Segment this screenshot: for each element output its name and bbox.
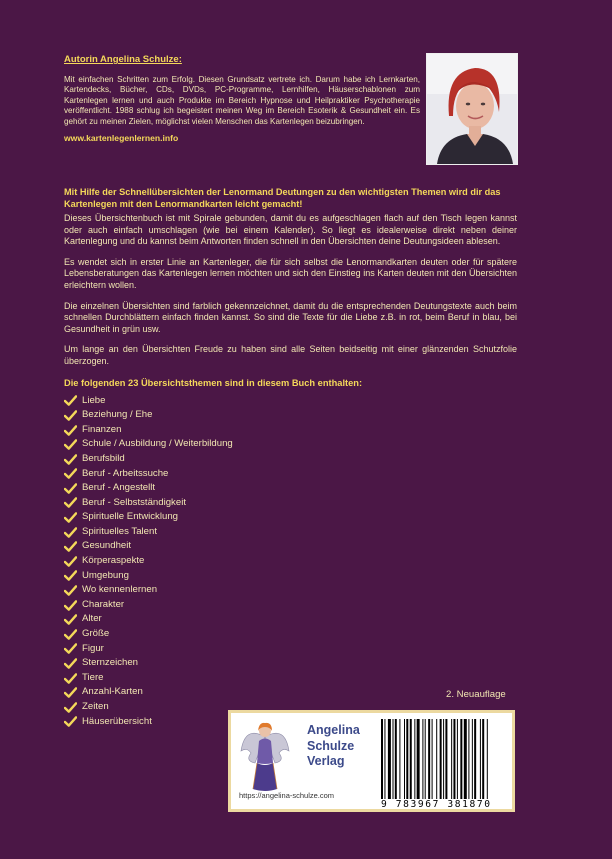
- topic-item: [64, 408, 517, 423]
- barcode-bar: [404, 719, 405, 799]
- topic-label: Liebe: [82, 394, 106, 406]
- topic-label: Alter: [82, 613, 102, 625]
- check-icon: [64, 629, 77, 640]
- barcode-bar: [428, 719, 430, 799]
- barcode-bar: [436, 719, 437, 799]
- check-icon: [64, 702, 77, 713]
- barcode-bar: [388, 719, 391, 799]
- edition-label: 2. Neuauflage: [446, 689, 506, 700]
- check-icon: [64, 439, 77, 450]
- check-icon: [64, 410, 77, 421]
- barcode-bar: [443, 719, 444, 799]
- main-heading: Mit Hilfe der Schnellübersichten der Lenormand Deutungen zu den wichtigsten Themen wird dir das Kartenlegen mit den Lenormandkarten leicht gemacht!: [64, 187, 501, 209]
- topic-item: [64, 510, 517, 525]
- check-icon: [64, 614, 77, 625]
- topic-item: [64, 627, 517, 642]
- check-icon: [64, 527, 77, 538]
- publisher-name-line1: Angelina: [307, 723, 360, 737]
- topic-label: Berufsbild: [82, 452, 125, 464]
- barcode-bar: [464, 719, 467, 799]
- check-icon: [64, 483, 77, 494]
- topic-label: Figur: [82, 642, 104, 654]
- check-icon: [64, 512, 77, 523]
- topic-label: Sternzeichen: [82, 657, 138, 669]
- check-icon: [64, 673, 77, 684]
- check-icon: [64, 556, 77, 567]
- topic-label: Beziehung / Ehe: [82, 409, 153, 421]
- topic-label: Spirituelles Talent: [82, 525, 158, 537]
- check-icon: [64, 716, 77, 727]
- isbn-barcode: [381, 719, 511, 799]
- topic-item: [64, 583, 517, 598]
- check-icon: [64, 600, 77, 611]
- main-content: [64, 187, 517, 729]
- barcode-bar: [395, 719, 397, 799]
- topic-label: Größe: [82, 628, 110, 640]
- barcode-bar: [474, 719, 476, 799]
- paragraph-audience: Es wendet sich in erster Linie an Kartenleger, die für sich selbst die Lenormandkarten deuten oder für spätere Lebensberatungen das Kartenlegen lernen möchten und sich den Einstieg ins Karten deuten mit den Übersichten erleichtern wollen.: [64, 256, 517, 290]
- topic-label: Finanzen: [82, 423, 122, 435]
- check-icon: [64, 658, 77, 669]
- topic-item: [64, 539, 517, 554]
- topic-label: Schule / Ausbildung / Weiterbildung: [82, 438, 233, 450]
- check-icon: [64, 585, 77, 596]
- topic-label: Charakter: [82, 598, 125, 610]
- barcode-bar: [393, 719, 394, 799]
- barcode-bar: [451, 719, 452, 799]
- check-icon: [64, 687, 77, 698]
- topic-label: Umgebung: [82, 569, 129, 581]
- paragraph-protection: Um lange an den Übersichten Freude zu haben sind alle Seiten beidseitig mit einer glänzenden Schutzfolie überzogen.: [64, 344, 517, 366]
- topic-label: Wo kennenlernen: [82, 584, 158, 596]
- angel-logo-icon: [239, 717, 291, 797]
- topic-label: Körperaspekte: [82, 555, 145, 567]
- topic-item: [64, 423, 517, 438]
- barcode-bar: [425, 719, 426, 799]
- barcode-bar: [460, 719, 462, 799]
- topic-item: [64, 598, 517, 613]
- barcode-bar: [384, 719, 385, 799]
- publisher-url[interactable]: https://angelina-schulze.com: [239, 791, 335, 800]
- author-bio: Mit einfachen Schritten zum Erfolg. Diesen Grundsatz vertrete ich. Darum habe ich Lernkarten, Kartendecks, Bücher, CDs, DVDs, PC-Programme, Lernhilfen, Häuserschablonen zum Kartenlegen lernen und auch Produkte im Bereich Hypnose und Heilpraktiker Psychotherapie veröffentlicht. 1988 schlug ich begeistert meinen Weg im Bereich Esoterik & Gesundheit ein. Es gehört zu meinen Zielen, möglichst vielen Menschen das Kartenlegen beizubringen.: [64, 75, 420, 126]
- topic-label: Spirituelle Entwicklung: [82, 511, 178, 523]
- topic-label: Tiere: [82, 671, 104, 683]
- topic-label: Häuserübersicht: [82, 715, 152, 727]
- topic-item: [64, 481, 517, 496]
- barcode-bar: [399, 719, 400, 799]
- barcode-bar: [417, 719, 420, 799]
- barcode-bar: [440, 719, 442, 799]
- publisher-name-line2: Schulze: [307, 738, 355, 753]
- barcode-bar: [468, 719, 469, 799]
- isbn-number: 9 783967 381870: [381, 799, 492, 810]
- check-icon: [64, 541, 77, 552]
- topic-label: Beruf - Angestellt: [82, 482, 156, 494]
- topic-item: [64, 394, 517, 409]
- author-website-link[interactable]: www.kartenlegenlernen.info: [64, 133, 179, 144]
- topic-item: [64, 642, 517, 657]
- check-icon: [64, 643, 77, 654]
- paragraph-spiral: Dieses Übersichtenbuch ist mit Spirale gebunden, damit du es aufgeschlagen flach auf den Tisch legen kannst oder auch einfach umschlagen (wie bei einem Kalender). So liegt es idealerweise direkt neben deiner Kartenlegung und du kannst beim Antworten finden schnell in den Übersichten deine Deutungsideen ablesen.: [64, 213, 517, 247]
- topic-item: [64, 452, 517, 467]
- barcode-bar: [381, 719, 383, 799]
- barcode-bar: [457, 719, 458, 799]
- topics-heading: Die folgenden 23 Übersichtsthemen sind in diesem Buch enthalten:: [64, 377, 363, 388]
- author-heading: Autorin Angelina Schulze:: [64, 54, 182, 65]
- topic-label: Gesundheit: [82, 540, 132, 552]
- author-photo: [426, 53, 518, 165]
- check-icon: [64, 454, 77, 465]
- barcode-bar: [472, 719, 473, 799]
- publisher-box: [228, 710, 515, 812]
- topic-item: [64, 525, 517, 540]
- topic-item: [64, 496, 517, 511]
- topic-item: [64, 569, 517, 584]
- publisher-name-line3: Verlag: [307, 754, 345, 768]
- topic-item: [64, 656, 517, 671]
- check-icon: [64, 468, 77, 479]
- barcode-bar: [445, 719, 447, 799]
- topic-item: [64, 612, 517, 627]
- topic-item: [64, 671, 517, 686]
- topic-item: [64, 437, 517, 452]
- topic-label: Zeiten: [82, 701, 109, 712]
- topic-item: [64, 554, 517, 569]
- topic-label: Anzahl-Karten: [82, 686, 143, 698]
- barcode-bar: [487, 719, 488, 799]
- barcode-bar: [410, 719, 412, 799]
- barcode-bar: [422, 719, 423, 799]
- check-icon: [64, 425, 77, 436]
- paragraph-colors: Die einzelnen Übersichten sind farblich gekennzeichnet, damit du die entsprechenden Deutungstexte auch beim schnellen Durchblättern einfach finden kannst. So sind die Texte für die Liebe z.B. in rot, beim Beruf in blau, bei Gesundheit in grün usw.: [64, 300, 517, 334]
- topics-list: [64, 394, 517, 730]
- barcode-bar: [480, 719, 481, 799]
- topic-label: Beruf - Selbstständigkeit: [82, 496, 186, 508]
- check-icon: [64, 395, 77, 406]
- barcode-bar: [432, 719, 433, 799]
- check-icon: [64, 570, 77, 581]
- author-block: [64, 54, 420, 143]
- topic-item: [64, 467, 517, 482]
- check-icon: [64, 497, 77, 508]
- barcode-bar: [406, 719, 408, 799]
- topic-label: Beruf - Arbeitssuche: [82, 467, 169, 479]
- barcode-bar: [453, 719, 455, 799]
- barcode-bar: [414, 719, 415, 799]
- barcode-bar: [482, 719, 484, 799]
